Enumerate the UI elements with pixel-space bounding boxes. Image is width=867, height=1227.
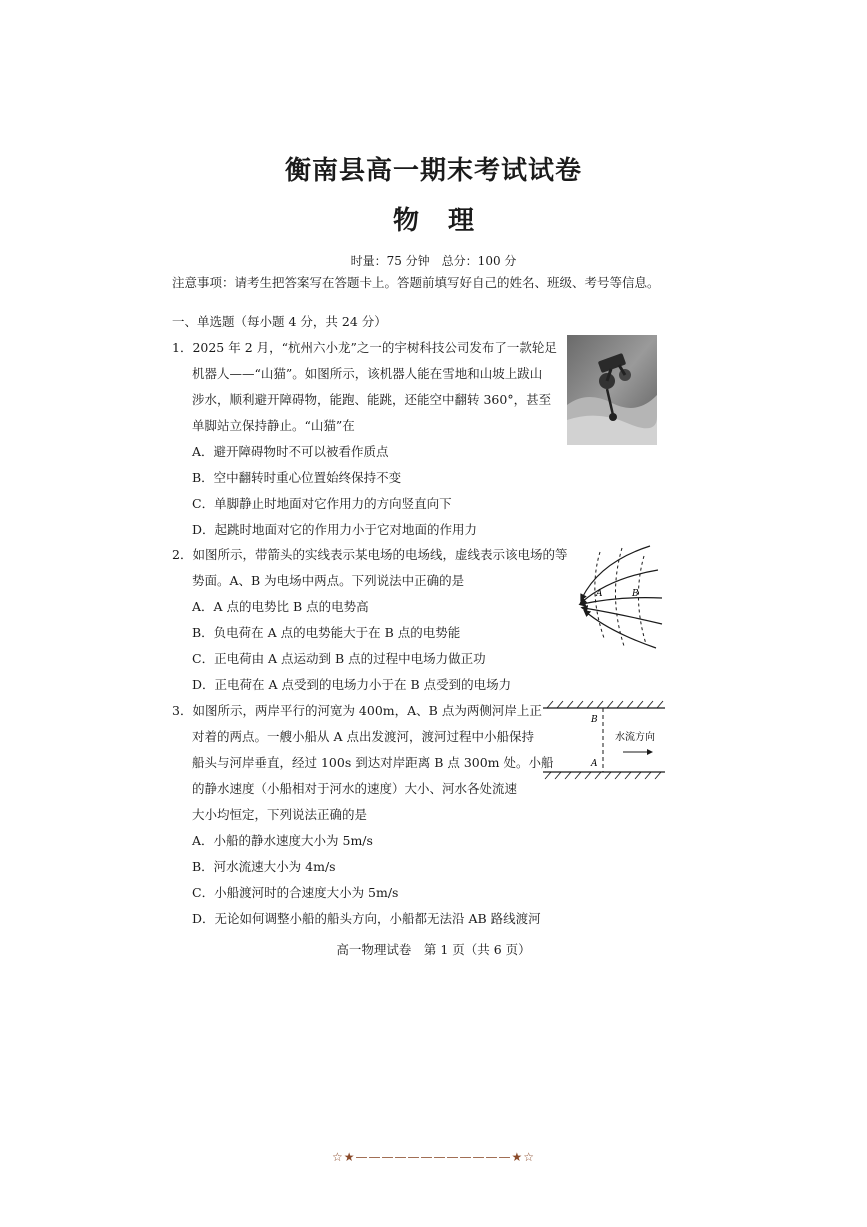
option-d: D．无论如何调整小船的船头方向，小船都无法沿 AB 路线渡河: [192, 911, 541, 926]
option-d: D．起跳时地面对它的作用力小于它对地面的作用力: [192, 522, 478, 537]
question-line: 的静水速度（小船相对于河水的速度）大小、河水各处流速: [192, 781, 518, 796]
robot-photo: [567, 335, 657, 445]
flow-direction-label: 水流方向: [615, 732, 655, 743]
question-line: 机器人——“山猫”。如图所示，该机器人能在雪地和山坡上跋山: [192, 366, 543, 381]
footer-stars: ☆★————————————★☆: [331, 1150, 536, 1164]
point-b-label: B: [632, 589, 639, 599]
question-line: 2．如图所示，带箭头的实线表示某电场的电场线，虚线表示该电场的等: [172, 547, 568, 562]
question-line: 大小均恒定，下列说法正确的是: [192, 807, 368, 822]
electric-field-figure: [570, 542, 670, 654]
point-a-label: A: [591, 759, 598, 769]
page-title: 衡南县高一期末考试试卷: [284, 156, 582, 186]
option-a: A．A 点的电势比 B 点的电势高: [192, 599, 369, 614]
question-line: 1．2025 年 2 月，“杭州六小龙”之一的宇树科技公司发布了一款轮足: [172, 340, 557, 355]
notice-text: 注意事项：请考生把答案写在答题卡上。答题前填写好自己的姓名、班级、考号等信息。: [172, 275, 660, 290]
question-line: 涉水，顺利避开障碍物，能跑、能跳，还能空中翻转 360°，甚至: [192, 392, 552, 407]
question-line: 船头与河岸垂直，经过 100s 到达对岸距离 B 点 300m 处。小船: [192, 755, 554, 770]
question-line: 单脚站立保持静止。“山猫”在: [192, 418, 355, 433]
option-b: B．负电荷在 A 点的电势能大于在 B 点的电势能: [192, 625, 461, 640]
subject-title: 物 理: [392, 206, 475, 236]
section-heading: 一、单选题（每小题 4 分，共 24 分）: [172, 314, 387, 329]
river-figure: [543, 700, 665, 782]
option-c: C．正电荷由 A 点运动到 B 点的过程中电场力做正功: [192, 651, 486, 666]
option-c: C．单脚静止时地面对它作用力的方向竖直向下: [192, 496, 452, 511]
question-2: [172, 542, 567, 698]
option-a: A．小船的静水速度大小为 5m/s: [192, 833, 373, 848]
page-footer: 高一物理试卷 第 1 页（共 6 页）: [336, 942, 531, 957]
option-b: B．空中翻转时重心位置始终保持不变: [192, 470, 402, 485]
exam-meta: 时量：75 分钟 总分：100 分: [350, 254, 517, 268]
option-a: A．避开障碍物时不可以被看作质点: [192, 444, 389, 459]
option-d: D．正电荷在 A 点受到的电场力小于在 B 点受到的电场力: [192, 677, 512, 692]
question-line: 对着的两点。一艘小船从 A 点出发渡河，渡河过程中小船保持: [192, 729, 534, 744]
question-1: [172, 335, 557, 543]
question-line: 势面。A、B 为电场中两点。下列说法中正确的是: [192, 573, 465, 588]
question-3: [172, 698, 554, 932]
question-line: 3．如图所示，两岸平行的河宽为 400m，A、B 点为两侧河岸上正: [172, 703, 542, 718]
option-b: B．河水流速大小为 4m/s: [192, 859, 336, 874]
point-a-label: A: [596, 589, 603, 599]
point-b-label: B: [591, 715, 598, 725]
option-c: C．小船渡河时的合速度大小为 5m/s: [192, 885, 399, 900]
